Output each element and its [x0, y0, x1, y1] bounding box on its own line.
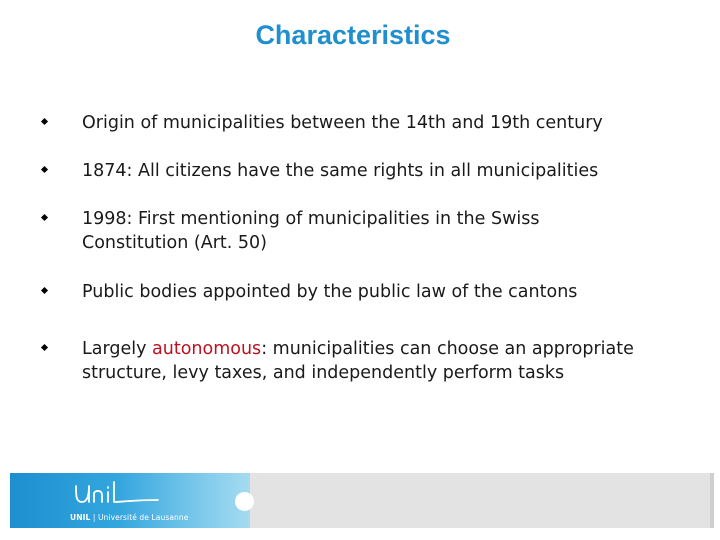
bullet-text: 1874: All citizens have the same rights in all municipalities — [82, 161, 599, 181]
bullet-diamond-icon — [41, 344, 48, 351]
bullet-item — [42, 337, 642, 385]
bullet-text: Origin of municipalities between the 14th and 19th century — [82, 113, 603, 133]
footer-bar — [0, 470, 720, 540]
highlight-autonomous: autonomous — [152, 339, 262, 359]
bullet-text-post: : municipalities can choose an appropriate structure, levy taxes, and independently perform tasks — [82, 339, 634, 383]
footer-circle-icon — [235, 492, 254, 511]
bullet-diamond-icon — [41, 118, 48, 125]
bullet-item — [42, 280, 682, 304]
bullet-text-pre: Largely — [82, 339, 153, 359]
bullet-diamond-icon — [41, 287, 48, 294]
bullet-item — [42, 207, 642, 255]
logo-caption — [70, 513, 188, 522]
bullet-text: 1998: First mentioning of municipalities in the Swiss Constitution (Art. 50) — [82, 209, 540, 253]
bullet-text: Public bodies appointed by the public law of the cantons — [82, 282, 578, 302]
logo-caption-rest: | Université de Lausanne — [90, 513, 189, 522]
unil-logo — [72, 478, 162, 512]
bullet-diamond-icon — [41, 214, 48, 221]
slide-title: Characteristics — [255, 20, 451, 50]
bullet-item — [42, 111, 682, 135]
logo-caption-brand: UNIL — [70, 513, 91, 522]
bullet-item — [42, 159, 682, 183]
footer-edge — [710, 473, 714, 528]
bullet-diamond-icon — [41, 166, 48, 173]
footer-gray-band — [250, 473, 710, 528]
bullet-text — [82, 337, 642, 385]
